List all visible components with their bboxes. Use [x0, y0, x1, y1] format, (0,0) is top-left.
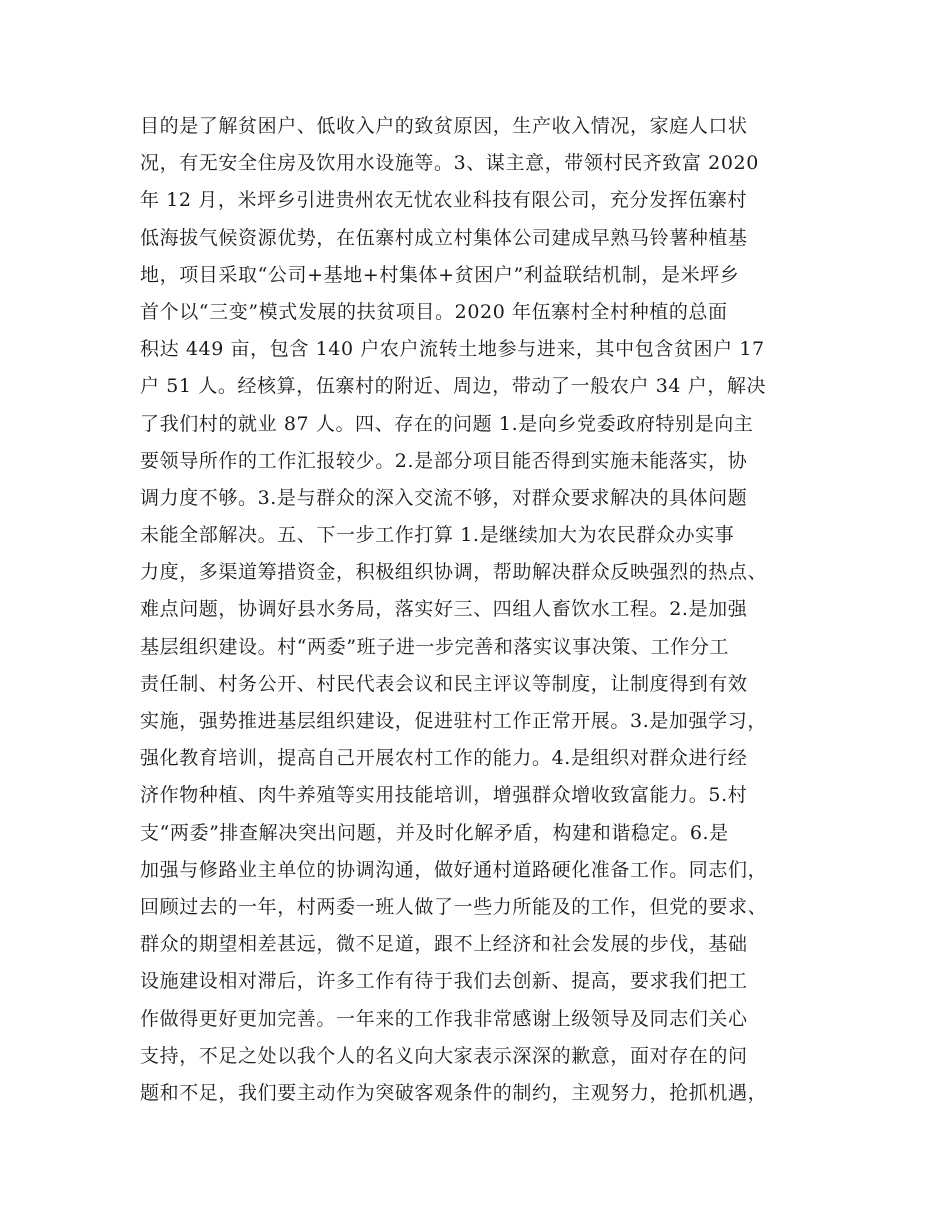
text-line: 目的是了解贫困户、低收入户的致贫原因，生产收入情况，家庭人口状 [140, 115, 748, 137]
text-line: 责任制、村务公开、村民代表会议和民主评议等制度，让制度得到有效 [140, 672, 748, 695]
text-line: 未能全部解决。五、下一步工作打算 1.是继续加大为农民群众办实事 [140, 524, 735, 547]
text-line: 题和不足，我们要主动作为突破客观条件的制约，主观努力，抢抓机遇， [140, 1081, 768, 1104]
text-line: 支持，不足之处以我个人的名义向大家表示深深的歉意，面对存在的问 [140, 1044, 748, 1067]
text-line: 首个以“三变”模式发展的扶贫项目。2020 年伍寨村全村种植的总面 [140, 300, 728, 323]
text-line: 支“两委”排查解决突出问题，并及时化解矛盾，构建和谐稳定。6.是 [140, 821, 729, 844]
text-line: 积达 449 亩，包含 140 户农户流转土地参与进来，其中包含贫困户 17 [140, 338, 765, 361]
text-line: 群众的期望相差甚远，微不足道，跟不上经济和社会发展的步伐，基础 [140, 933, 748, 956]
text-line: 低海拔气候资源优势，在伍寨村成立村集体公司建成早熟马铃薯种植基 [140, 226, 748, 249]
text-line: 济作物种植、肉牛养殖等实用技能培训，增强群众增收致富能力。5.村 [140, 784, 748, 807]
text-line: 实施，强势推进基层组织建设，促进驻村工作正常开展。3.是加强学习， [140, 710, 767, 732]
text-line: 了我们村的就业 87 人。四、存在的问题 1.是向乡党委政府特别是向主 [140, 412, 754, 435]
text-line: 强化教育培训，提高自己开展农村工作的能力。4.是组织对群众进行经 [140, 747, 748, 770]
text-line: 基层组织建设。村“两委”班子进一步完善和落实议事决策、工作分工 [140, 635, 730, 658]
text-line: 年 12 月，米坪乡引进贵州农无忧农业科技有限公司，充分发挥伍寨村 [140, 189, 748, 212]
text-line: 调力度不够。3.是与群众的深入交流不够，对群众要求解决的具体问题 [140, 486, 748, 509]
text-line: 地，项目采取“公司+基地+村集体+贫困户”利益联结机制，是米坪乡 [140, 263, 740, 286]
text-line: 力度，多渠道筹措资金，积极组织协调，帮助解决群众反映强烈的热点、 [140, 561, 768, 584]
body-text [140, 108, 840, 1112]
text-line: 户 51 人。经核算，伍寨村的附近、周边，带动了一般农户 34 户，解决 [140, 375, 767, 398]
text-line: 设施建设相对滞后，许多工作有待于我们去创新、提高，要求我们把工 [140, 970, 748, 993]
text-line: 加强与修路业主单位的协调沟通，做好通村道路硬化准备工作。同志们， [140, 858, 768, 881]
text-line: 况，有无安全住房及饮用水设施等。3、谋主意，带领村民齐致富 2020 [140, 152, 759, 175]
text-line: 回顾过去的一年，村两委一班人做了一些力所能及的工作，但党的要求、 [140, 895, 768, 918]
text-line: 要领导所作的工作汇报较少。2.是部分项目能否得到实施未能落实，协 [140, 449, 748, 472]
text-line: 作做得更好更加完善。一年来的工作我非常感谢上级领导及同志们关心 [140, 1007, 748, 1030]
text-line: 难点问题，协调好县水务局，落实好三、四组人畜饮水工程。2.是加强 [140, 598, 748, 621]
